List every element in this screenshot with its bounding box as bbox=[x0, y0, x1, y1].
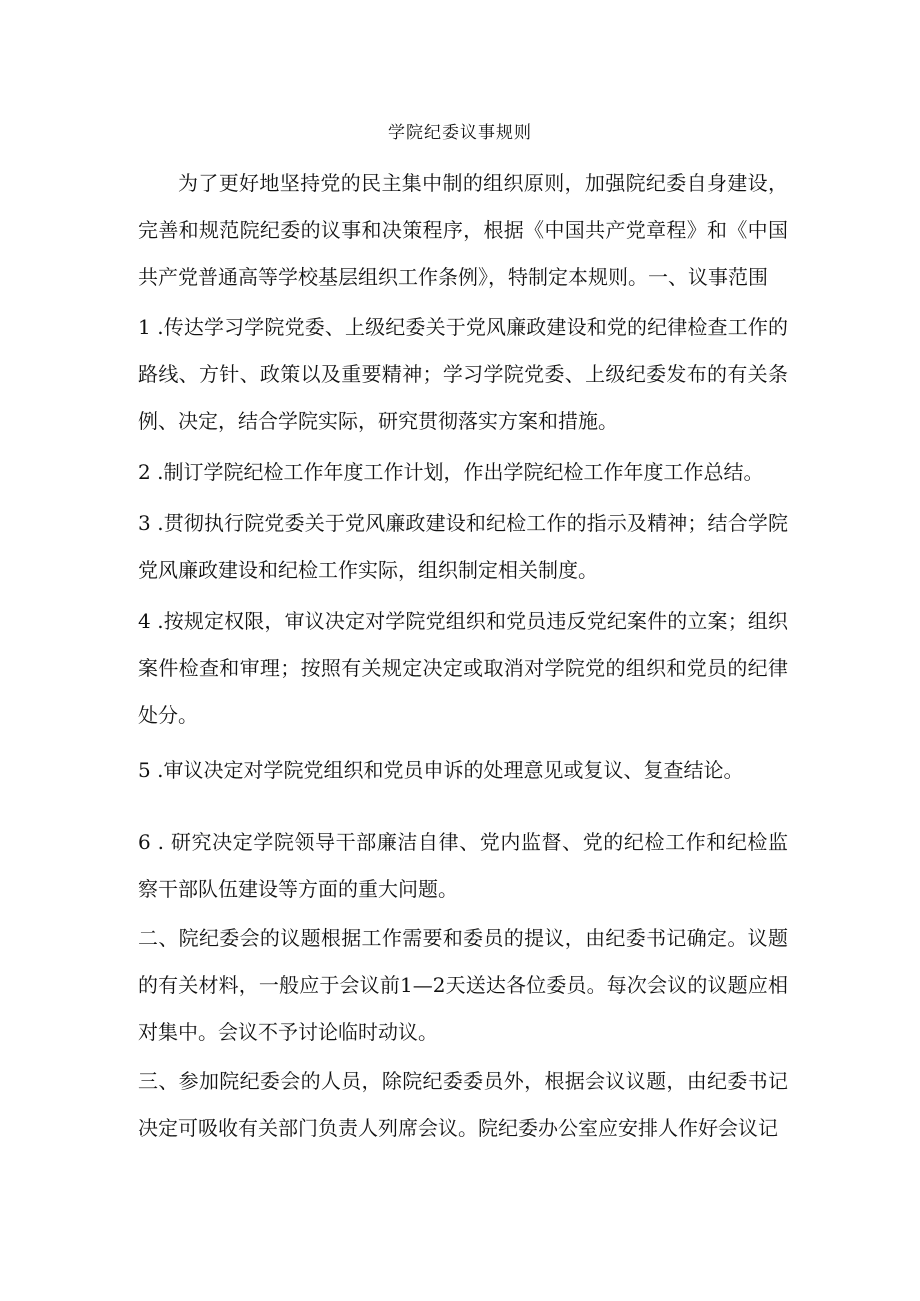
document-body bbox=[138, 160, 788, 1152]
item-2: 2 .制订学院纪检工作年度工作计划，作出学院纪检工作年度工作总结。 bbox=[138, 460, 764, 484]
section-2-paragraph: 二、院纪委会的议题根据工作需要和委员的提议，由纪委书记确定。议题的有关材料，一般应于会议前1—2天送达各位委员。每次会议的议题应相对集中。会议不予讨论临时动议。 bbox=[138, 926, 788, 1044]
document-title: 学院纪委议事规则 bbox=[388, 123, 532, 143]
item-1: 1 .传达学习学院党委、上级纪委关于党风廉政建设和党的纪律检查工作的路线、方针、政策以及重要精神；学习学院党委、上级纪委发布的有关条例、决定，结合学院实际，研究贯彻落实方案和措施。 bbox=[138, 315, 788, 433]
item-4: 4 .按规定权限，审议决定对学院党组织和党员违反党纪案件的立案；组织案件检查和审理；按照有关规定决定或取消对学院党的组织和党员的纪律处分。 bbox=[138, 609, 788, 727]
item-3: 3 .贯彻执行院党委关于党风廉政建设和纪检工作的指示及精神；结合学院党风廉政建设和纪检工作实际，组织制定相关制度。 bbox=[138, 511, 788, 582]
item-6: 6 . 研究决定学院领导干部廉洁自律、党内监督、党的纪检工作和纪检监察干部队伍建设等方面的重大问题。 bbox=[138, 830, 788, 901]
item-5: 5 .审议决定对学院党组织和党员申诉的处理意见或复议、复查结论。 bbox=[138, 758, 744, 782]
section-3-paragraph: 三、参加院纪委会的人员，除院纪委委员外，根据会议议题，由纪委书记决定可吸收有关部门负责人列席会议。院纪委办公室应安排人作好会议记 bbox=[138, 1069, 788, 1140]
intro-paragraph: 为了更好地坚持党的民主集中制的组织原则，加强院纪委自身建设，完善和规范院纪委的议事和决策程序，根据《中国共产党章程》和《中国共产党普通高等学校基层组织工作条例》，特制定本规则。一、议事范围 bbox=[138, 171, 788, 289]
